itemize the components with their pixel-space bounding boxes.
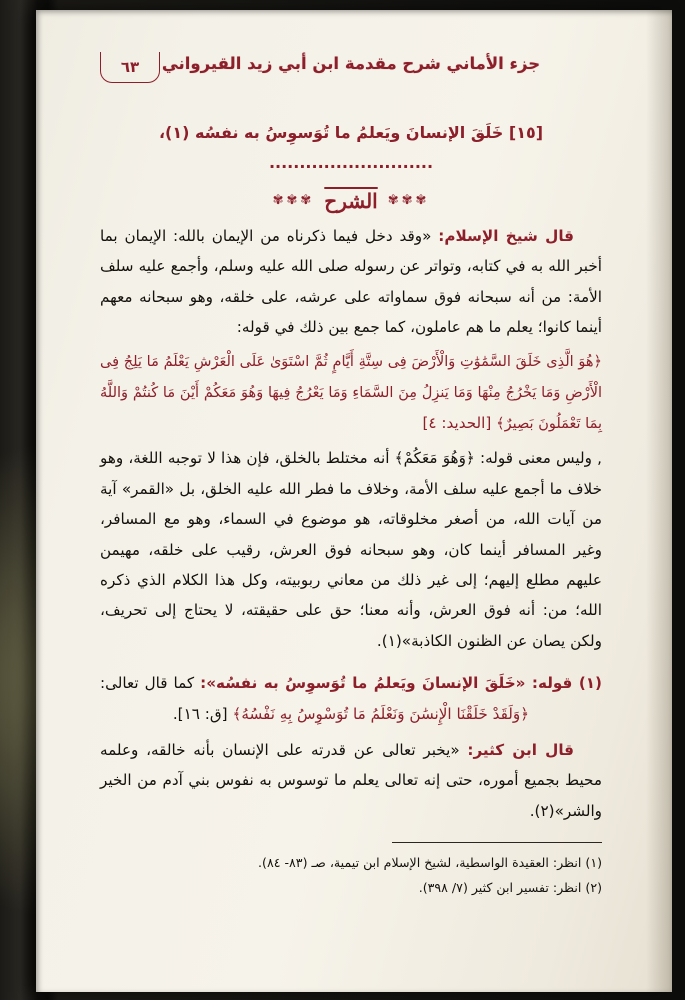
footnotes — [100, 851, 602, 900]
page-header — [100, 46, 602, 92]
paragraph-3-footnote-marker: (١). — [376, 631, 402, 650]
ornament-left-icon: ✾✾✾ — [272, 193, 315, 209]
quran-verse-qaf: ﴿وَلَقَدْ خَلَقْنَا الْإِنسَٰنَ وَنَعْلَمُ مَا تُوَسْوِسُ بِهِ نَفْسُهُ﴾ — [232, 704, 530, 723]
quran-reference-hadid: [الحديد: ٤] — [422, 414, 492, 433]
paragraph-5-footnote-marker: (٢). — [529, 801, 555, 820]
paragraph-quran-block — [100, 346, 602, 439]
paragraph-5 — [100, 735, 602, 826]
section-heading-label: الشرح — [324, 188, 378, 213]
paragraph-3-text: , وليس معنى قوله: ﴿وَهُوَ مَعَكُمْ﴾ أنه مختلط بالخلق، فإن هذا لا توجبه اللغة، وهو خلاف ما أجمع عليه سلف الأمة، وخلاف ما فطر الله عليه الخلق، بل «القمر» آية من آيات الله، من أصغر مخلوقاته، هو موضوع في السماء، وهو مع المسافر، وغير المسافر أينما كان، وهو سبحانه فوق العرش، رقيب على خلقه، مهيمن عليهم مطلع إليهم؛ إلى غير ذلك من معاني ربوبيته، وكل هذا الكلام الذي ذكره الله؛ من: أنه فوق العرش، وأنه معنا؛ حق على حقيقته، لا يحتاج إلى تحريف، ولكن يصان عن الظنون الكاذبة» — [100, 449, 602, 650]
paragraph-1-text: «وقد دخل فيما ذكرناه من الإيمان بالله: الإيمان بما أخبر الله به في كتابه، وتواتر عن رسوله صلى الله عليه وسلم، وأجمع عليه سلف الأمة: من أنه سبحانه فوق سماواته على عرشه، على خلقه، وهو سبحانه معهم أينما كانوا؛ يعلم ما هم عاملون، كما جمع بين ذلك في قوله: — [100, 226, 602, 336]
body-text — [100, 221, 602, 656]
paragraph-1-lead: قال شيخ الإسلام: — [438, 226, 575, 245]
sharh-heading — [100, 189, 602, 213]
running-header: جزء الأماني شرح مقدمة ابن أبي زيد القيرواني — [161, 54, 541, 73]
note-1-lead: (١) قوله: «خَلَقَ الإنسانَ ويَعلمُ ما تُوَسوِسُ به نفسُه»: — [200, 674, 602, 693]
paragraph-1 — [100, 221, 602, 343]
paragraph-3 — [100, 443, 602, 656]
footnote-item: (١) انظر: العقيدة الواسطية، لشيخ الإسلام ابن تيمية، صـ (٨٣- ٨٤). — [258, 855, 602, 871]
footnote-separator — [392, 842, 602, 843]
ibn-kathir-paragraph — [100, 735, 602, 826]
book-page — [36, 10, 672, 992]
quran-reference-qaf: [ق: ١٦]. — [172, 704, 228, 723]
paragraph-5-lead: قال ابن كثير: — [467, 741, 575, 760]
paragraph-5-text: «يخبر تعالى عن قدرته على الإنسان بأنه خالقه، وعلمه محيط بجميع أموره، حتى إنه تعالى يعلم ما توسوس به نفوس بني آدم من الخير والشر» — [100, 741, 602, 820]
note-1-text: كما قال تعالى: — [100, 674, 195, 693]
page-number: ٦٣ — [100, 52, 160, 83]
quran-verse-hadid: ﴿هُوَ الَّذِى خَلَقَ السَّمَٰوَٰتِ وَالْأَرْضَ فِى سِتَّةِ أَيَّامٍ ثُمَّ اسْتَوَىٰ عَلَى الْعَرْشِ يَعْلَمُ مَا يَلِجُ فِى الْأَرْضِ وَمَا يَخْرُجُ مِنْهَا وَمَا يَنزِلُ مِنَ السَّمَاءِ وَمَا يَعْرُجُ فِيهَا وَهُوَ مَعَكُمْ أَيْنَ مَا كُنتُمْ وَاللَّهُ بِمَا تَعْمَلُونَ بَصِيرٌ﴾ — [100, 354, 602, 433]
footnote-explanation-1 — [100, 668, 602, 729]
footnote-item: (٢) انظر: تفسير ابن كثير (٧/ ٣٩٨). — [418, 879, 602, 895]
ornament-right-icon: ✾✾✾ — [387, 193, 430, 209]
matn-line: [١٥] خَلَقَ الإنسانَ ويَعلمُ ما تُوَسوِسُ به نفسُه (١)، ........................... — [158, 123, 544, 173]
